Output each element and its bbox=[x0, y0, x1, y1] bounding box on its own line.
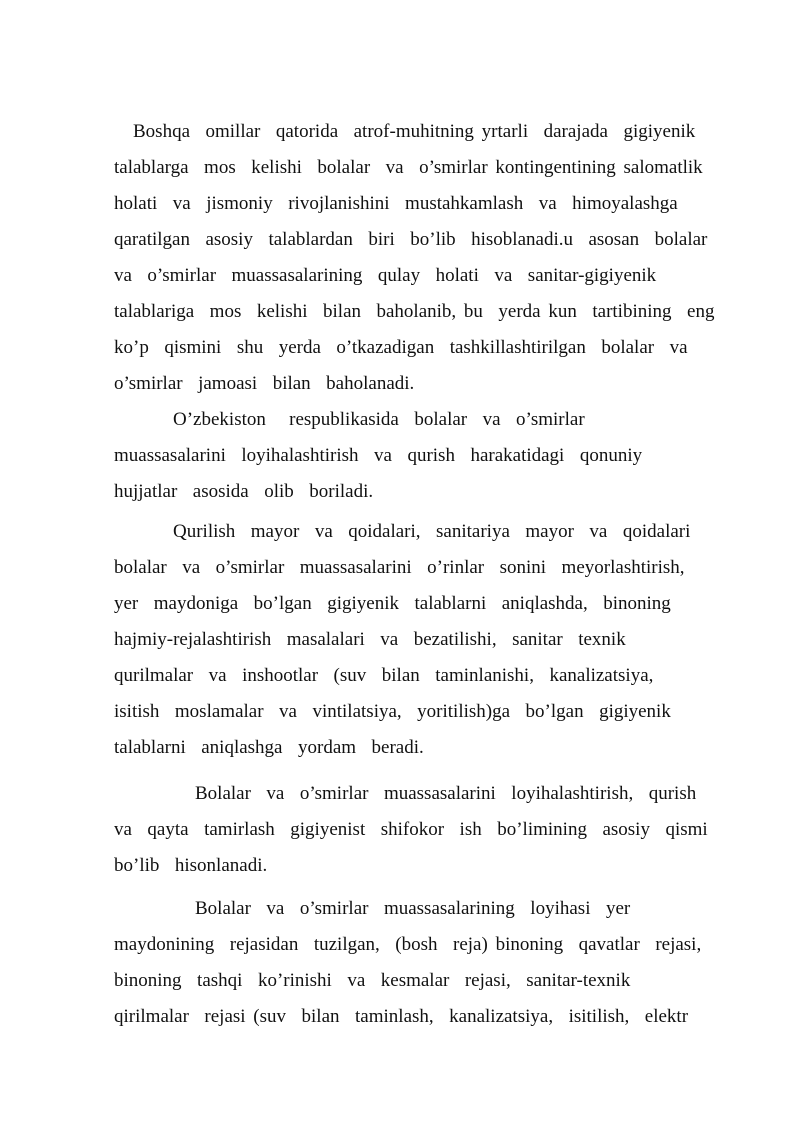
text-line: hujjatlar asosida olib boriladi. bbox=[114, 481, 374, 502]
text-line: isitish moslamalar va vintilatsiya, yoritilish)ga bo’lgan gigiyenik bbox=[114, 701, 671, 722]
text-line: muassasalarini loyihalashtirish va qurish harakatidagi qonuniy bbox=[114, 445, 643, 466]
text-line: talablarni aniqlashga yordam beradi. bbox=[114, 737, 424, 758]
text-line: hajmiy-rejalashtirish masalalari va bezatilishi, sanitar texnik bbox=[114, 629, 626, 650]
text-line: binoning tashqi ko’rinishi va kesmalar rejasi, sanitar-texnik bbox=[114, 970, 631, 991]
text-line: holati va jismoniy rivojlanishini mustahkamlash va himoyalashga bbox=[114, 193, 678, 214]
text-line: maydonining rejasidan tuzilgan, (bosh reja) binoning qavatlar rejasi, bbox=[114, 934, 702, 955]
text-line: Bolalar va o’smirlar muassasalarining loyihasi yer bbox=[195, 898, 631, 919]
text-line: yer maydoniga bo’lgan gigiyenik talablarni aniqlashda, binoning bbox=[114, 593, 671, 614]
text-line: va qayta tamirlash gigiyenist shifokor ish bo’limining asosiy qismi bbox=[114, 819, 708, 840]
text-line: bolalar va o’smirlar muassasalarini o’rinlar sonini meyorlashtirish, bbox=[114, 557, 685, 578]
text-line: Boshqa omillar qatorida atrof-muhitning yrtarli darajada gigiyenik bbox=[133, 121, 696, 142]
text-line: ko’p qismini shu yerda o’tkazadigan tashkillashtirilgan bolalar va bbox=[114, 337, 688, 358]
text-line: talablarga mos kelishi bolalar va o’smirlar kontingentining salomatlik bbox=[114, 157, 703, 178]
text-line: o’smirlar jamoasi bilan baholanadi. bbox=[114, 373, 415, 394]
text-line: va o’smirlar muassasalarining qulay holati va sanitar-gigiyenik bbox=[114, 265, 657, 286]
text-line: qirilmalar rejasi (suv bilan taminlash, kanalizatsiya, isitilish, elektr bbox=[114, 1006, 689, 1027]
text-line: qaratilgan asosiy talablardan biri bo’lib hisoblanadi.u asosan bolalar bbox=[114, 229, 708, 250]
text-line: bo’lib hisonlanadi. bbox=[114, 855, 268, 876]
text-line: Bolalar va o’smirlar muassasalarini loyihalashtirish, qurish bbox=[195, 783, 697, 804]
text-line: O’zbekiston respublikasida bolalar va o’smirlar bbox=[173, 409, 585, 430]
text-line: qurilmalar va inshootlar (suv bilan taminlanishi, kanalizatsiya, bbox=[114, 665, 654, 686]
text-line: talablariga mos kelishi bilan baholanib, bu yerda kun tartibining eng bbox=[114, 301, 715, 322]
text-line: Qurilish mayor va qoidalari, sanitariya mayor va qoidalari bbox=[173, 521, 691, 542]
